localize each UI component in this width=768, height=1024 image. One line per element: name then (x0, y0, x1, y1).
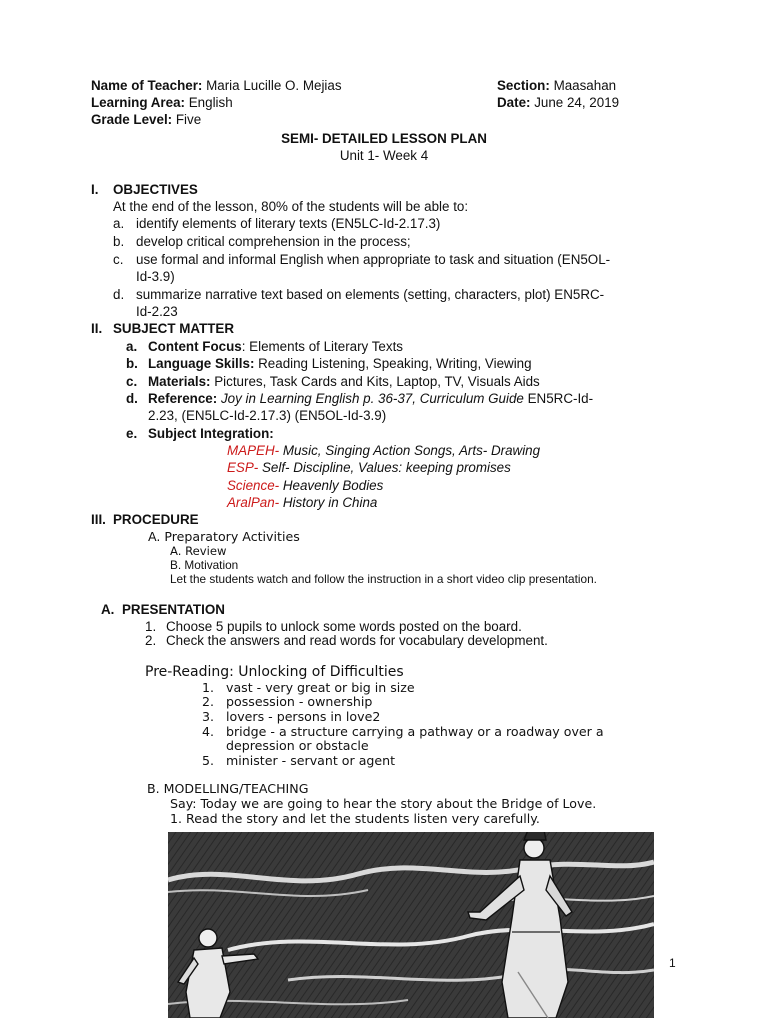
subject-marker: d. (126, 391, 138, 406)
presentation-marker: A. (101, 602, 115, 617)
integration-subject: ESP- (227, 460, 259, 475)
reference-line-2: 2.23, (EN5LC-Id-2.17.3) (EN5OL-Id-3.9) (148, 408, 387, 423)
teacher-label: Name of Teacher: (91, 78, 203, 93)
integration-label: Subject Integration: (148, 426, 274, 441)
document-subtitle: Unit 1- Week 4 (339, 148, 429, 163)
vocab-marker: 1. (202, 680, 215, 695)
materials-value: Pictures, Task Cards and Kits, Laptop, TV, Visuals Aids (210, 374, 540, 389)
reference-line (148, 390, 593, 407)
vocab-item: lovers - persons in love2 (226, 709, 381, 724)
objectives-numeral: I. (91, 182, 99, 197)
grade-line (91, 111, 201, 128)
preparatory-heading: A. Preparatory Activities (148, 529, 300, 544)
presentation-heading: PRESENTATION (122, 602, 225, 617)
teacher-value: Maria Lucille O. Mejias (206, 78, 342, 93)
story-illustration (168, 832, 654, 1018)
vocab-marker: 4. (202, 724, 215, 739)
modelling-say: Say: Today we are going to hear the story about the Bridge of Love. (170, 796, 597, 811)
content-focus-value: : Elements of Literary Texts (241, 339, 403, 354)
reference-code: EN5RC-Id- (523, 391, 594, 406)
pre-reading-heading: Pre-Reading: Unlocking of Difficulties (145, 664, 404, 680)
vocab-marker: 5. (202, 753, 215, 768)
bridge-of-love-illustration (168, 832, 654, 1018)
review-item: A. Review (170, 544, 227, 558)
presentation-step-marker: 1. (145, 619, 157, 634)
subject-marker: b. (126, 356, 138, 371)
objectives-heading: OBJECTIVES (113, 182, 198, 197)
subject-heading: SUBJECT MATTER (113, 321, 235, 336)
grade-label: Grade Level: (91, 112, 173, 127)
area-label: Learning Area: (91, 95, 186, 110)
integration-item (227, 494, 377, 511)
vocab-item: minister - servant or agent (226, 753, 396, 768)
subject-marker: a. (126, 339, 138, 354)
teacher-line (91, 77, 342, 94)
objective-marker: c. (113, 252, 124, 267)
presentation-step-marker: 2. (145, 633, 157, 648)
integration-detail: History in China (279, 495, 378, 510)
date-label: Date: (497, 95, 531, 110)
section-label: Section: (497, 78, 550, 93)
presentation-step: Choose 5 pupils to unlock some words posted on the board. (166, 619, 522, 634)
content-focus-label: Content Focus (148, 339, 242, 354)
objective-marker: b. (113, 234, 125, 249)
objective-text: summarize narrative text based on elements (setting, characters, plot) EN5RC- (136, 287, 605, 302)
section-value: Maasahan (553, 78, 617, 93)
motivation-text: Let the students watch and follow the instruction in a short video clip presentation. (170, 572, 597, 586)
integration-subject: Science- (227, 478, 280, 493)
objective-text-cont: Id-3.9) (136, 269, 175, 284)
reference-source: Joy in Learning English p. 36-37, Curriculum Guide (217, 391, 524, 406)
objective-marker: d. (113, 287, 125, 302)
objective-text-cont: Id-2.23 (136, 304, 178, 319)
language-skills-label: Language Skills: (148, 356, 255, 371)
page-number: 1 (669, 956, 676, 970)
integration-detail: Music, Singing Action Songs, Arts- Drawing (279, 443, 541, 458)
objective-text: use formal and informal English when appropriate to task and situation (EN5OL- (136, 252, 611, 267)
subject-marker: c. (126, 374, 138, 389)
area-line (91, 94, 233, 111)
modelling-step: 1. Read the story and let the students listen very carefully. (170, 811, 540, 826)
integration-subject: AralPan- (227, 495, 280, 510)
integration-item (227, 459, 511, 476)
section-line (497, 77, 616, 94)
objective-marker: a. (113, 216, 125, 231)
vocab-item: vast - very great or big in size (226, 680, 415, 695)
vocab-item: bridge - a structure carrying a pathway or a roadway over a (226, 724, 604, 739)
language-skills-line (148, 355, 532, 372)
grade-value: Five (175, 112, 202, 127)
vocab-marker: 3. (202, 709, 215, 724)
language-skills-value: Reading Listening, Speaking, Writing, Viewing (254, 356, 532, 371)
date-line (497, 94, 619, 111)
integration-item (227, 442, 540, 459)
procedure-heading: PROCEDURE (113, 512, 199, 527)
vocab-item-cont: depression or obstacle (226, 738, 369, 753)
objective-text: identify elements of literary texts (EN5LC-Id-2.17.3) (136, 216, 441, 231)
reference-label: Reference: (148, 391, 218, 406)
procedure-numeral: III. (91, 512, 106, 527)
area-value: English (188, 95, 233, 110)
date-value: June 24, 2019 (534, 95, 620, 110)
objectives-intro: At the end of the lesson, 80% of the students will be able to: (113, 199, 469, 214)
presentation-step: Check the answers and read words for vocabulary development. (166, 633, 548, 648)
materials-label: Materials: (148, 374, 211, 389)
integration-subject: MAPEH- (227, 443, 280, 458)
vocab-item: possession - ownership (226, 694, 373, 709)
objective-text: develop critical comprehension in the process; (136, 234, 411, 249)
motivation-item: B. Motivation (170, 558, 239, 572)
modelling-heading: B. MODELLING/TEACHING (147, 781, 309, 796)
materials-line (148, 373, 540, 390)
integration-item (227, 477, 383, 494)
subject-numeral: II. (91, 321, 103, 336)
content-focus-line (148, 338, 403, 355)
subject-marker: e. (126, 426, 138, 441)
document-title: SEMI- DETAILED LESSON PLAN (281, 131, 487, 146)
vocab-marker: 2. (202, 694, 215, 709)
integration-detail: Self- Discipline, Values: keeping promises (258, 460, 511, 475)
integration-detail: Heavenly Bodies (279, 478, 384, 493)
